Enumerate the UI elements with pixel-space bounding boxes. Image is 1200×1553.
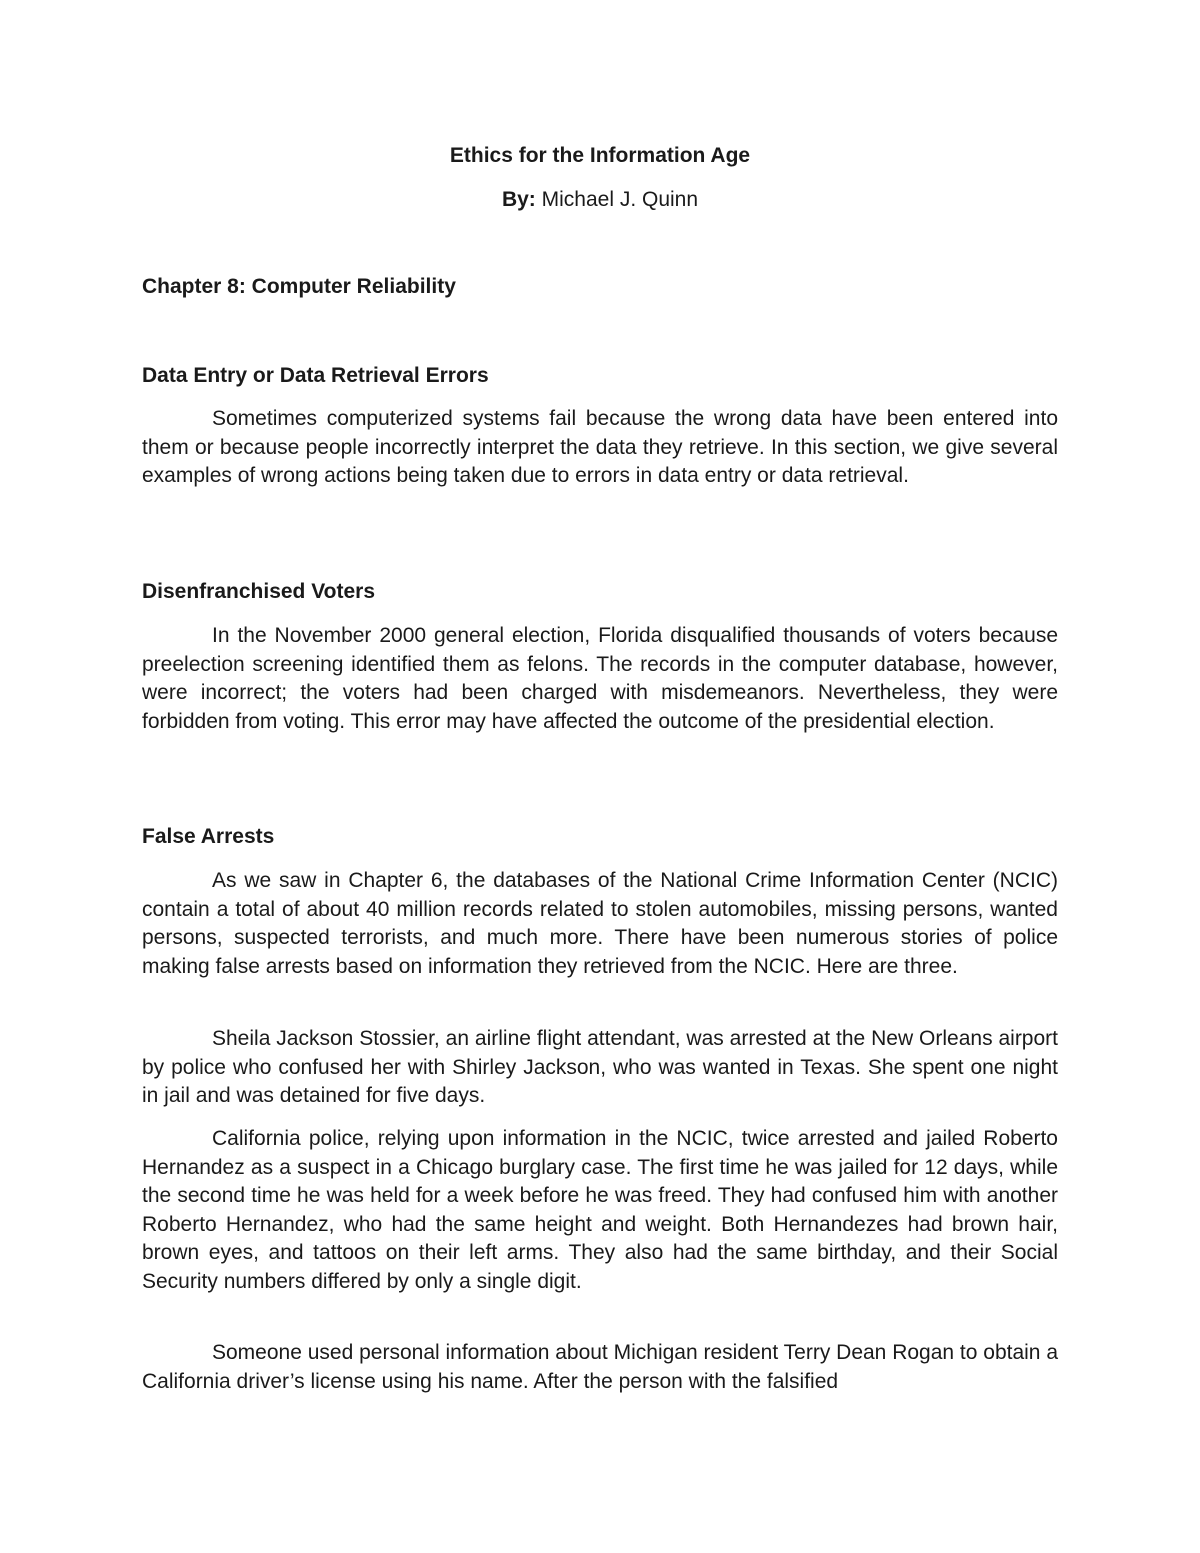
byline-author: Michael J. Quinn: [535, 188, 699, 211]
paragraph-false-arrests-intro: As we saw in Chapter 6, the databases of the National Crime Information Center (NCIC) contain a total of about 40 million records related to stolen automobiles, missing persons, wanted persons, suspected terrorists, and much more. There have been numerous stories of police making false arrests based on information they retrieved from the NCIC. Here are three.: [142, 869, 1058, 978]
section-heading-data-entry: Data Entry or Data Retrieval Errors: [142, 364, 489, 387]
section-heading-disenfranchised-voters: Disenfranchised Voters: [142, 580, 376, 603]
document-byline: [142, 185, 1058, 215]
document-page: [142, 0, 1058, 1553]
paragraph-disenfranchised-voters: In the November 2000 general election, Florida disqualified thousands of voters because preelection screening identified them as felons. The records in the computer database, however, were incorrect; the voters had been charged with misdemeanors. Nevertheless, they were forbidden from voting. This error may have affected the outcome of the presidential election.: [142, 624, 1058, 733]
paragraph-hernandez: California police, relying upon information in the NCIC, twice arrested and jailed Roberto Hernandez as a suspect in a Chicago burglary case. The first time he was jailed for 12 days, while the second time he was held for a week before he was freed. They had confused him with another Roberto Hernandez, who had the same height and weight. Both Hernandezes had brown hair, brown eyes, and tattoos on their left arms. They also had the same birthday, and their Social Security numbers differed by only a single digit.: [142, 1127, 1058, 1293]
byline-label: By:: [501, 188, 536, 211]
chapter-heading: Chapter 8: Computer Reliability: [142, 275, 456, 298]
document-title: Ethics for the Information Age: [449, 144, 751, 167]
section-heading-false-arrests: False Arrests: [142, 825, 275, 848]
paragraph-stossier: Sheila Jackson Stossier, an airline flight attendant, was arrested at the New Orleans airport by police who confused her with Shirley Jackson, who was wanted in Texas. She spent one night in jail and was detained for five days.: [142, 1027, 1058, 1108]
paragraph-data-entry: Sometimes computerized systems fail because the wrong data have been entered into them or because people incorrectly interpret the data they retrieve. In this section, we give several examples of wrong actions being taken due to errors in data entry or data retrieval.: [142, 407, 1058, 488]
paragraph-rogan: Someone used personal information about Michigan resident Terry Dean Rogan to obtain a California driver’s license using his name. After the person with the falsified: [142, 1341, 1058, 1393]
